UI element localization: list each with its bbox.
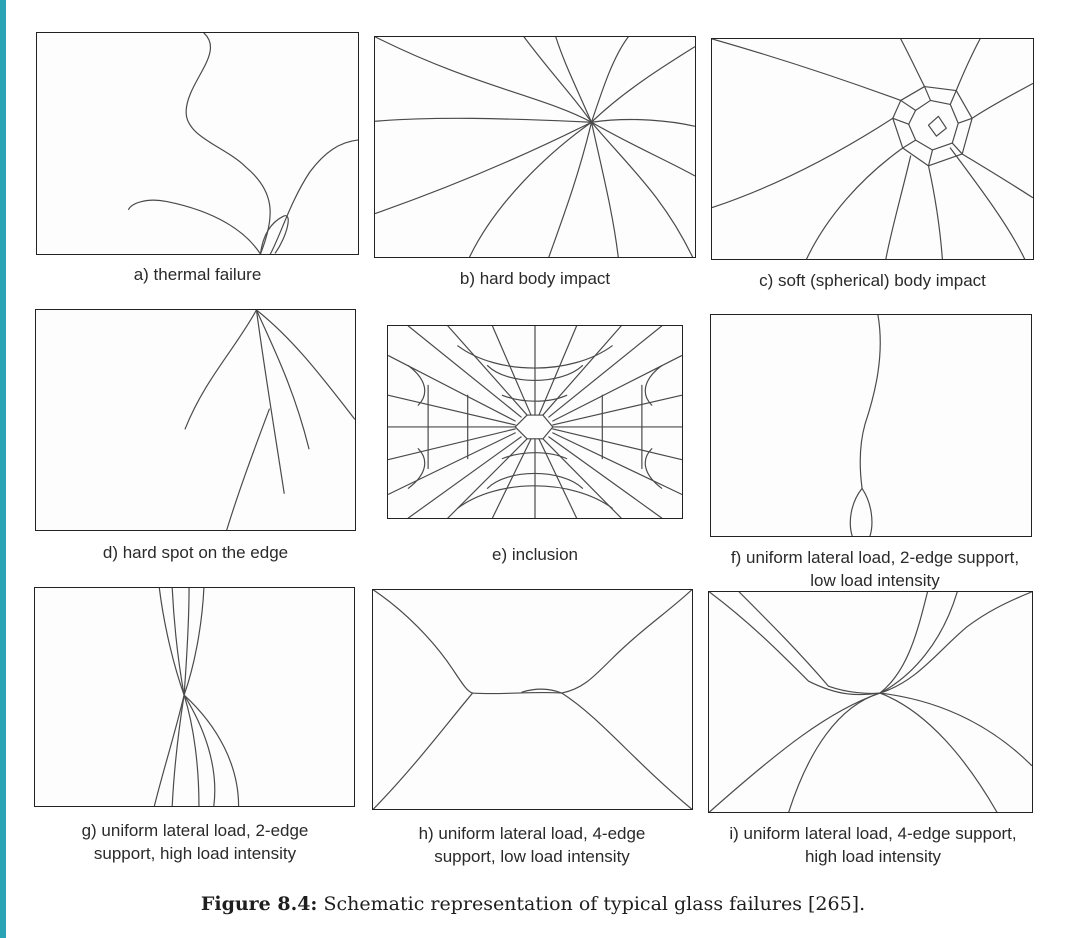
panel-f-crack-pattern [711, 315, 1031, 536]
figure-caption-text: Schematic representation of typical glass failures [265]. [323, 893, 866, 915]
panel-g-caption: g) uniform lateral load, 2-edge support, high load intensity [81, 821, 309, 863]
panel-d-caption: d) hard spot on the edge [102, 543, 289, 562]
panel-e-frame [387, 325, 683, 519]
panel-h-caption: h) uniform lateral load, 4-edge support, low load intensity [418, 824, 646, 866]
panel-a-caption: a) thermal failure [133, 265, 262, 284]
panel-a-frame [36, 32, 359, 255]
panel-f-caption: f) uniform lateral load, 2-edge support, low load intensity [730, 548, 1020, 590]
panel-h-frame [372, 589, 693, 810]
panel-h-crack-pattern [373, 590, 692, 809]
panel-c-crack-pattern [712, 39, 1033, 259]
panel-c-frame [711, 38, 1034, 260]
panel-i-caption: i) uniform lateral load, 4-edge support, high load intensity [729, 824, 1017, 866]
panel-f-frame [710, 314, 1032, 537]
panel-b-crack-pattern [375, 37, 695, 257]
panel-d-frame [35, 309, 356, 531]
panel-b-frame [374, 36, 696, 258]
panel-i-frame [708, 591, 1033, 813]
page-edge-bar [0, 0, 6, 938]
panel-b-caption: b) hard body impact [459, 269, 611, 288]
panel-d-crack-pattern [36, 310, 355, 530]
panel-i-crack-pattern [709, 592, 1032, 812]
panel-g-frame [34, 587, 355, 807]
panel-e-caption: e) inclusion [492, 545, 578, 564]
panel-a-crack-pattern [37, 33, 358, 254]
panel-g-crack-pattern [35, 588, 354, 806]
panel-e-crack-pattern [388, 326, 682, 518]
panel-c-caption: c) soft (spherical) body impact [759, 271, 986, 290]
figure-label: Figure 8.4: [200, 893, 318, 915]
figure-caption [0, 893, 1066, 915]
